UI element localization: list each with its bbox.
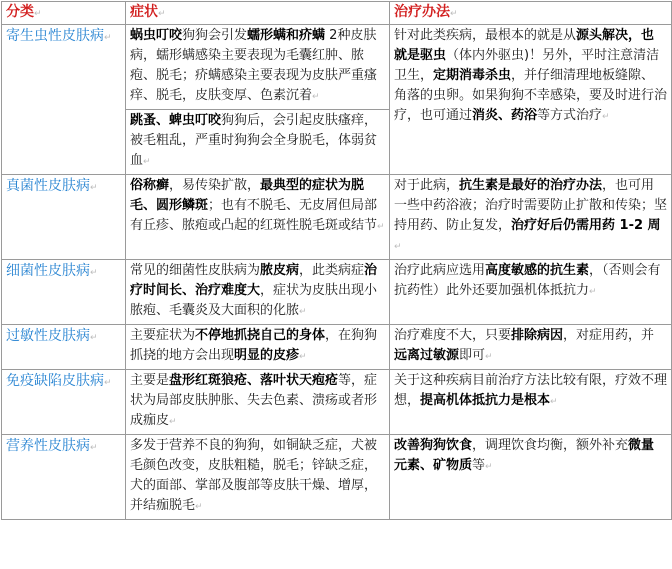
emphasized-text: 消炎、药浴 bbox=[472, 108, 538, 123]
treatment-cell bbox=[390, 25, 672, 175]
category-cell: 细菌性皮肤病↵ bbox=[2, 260, 126, 325]
emphasized-text: 俗称癣 bbox=[130, 178, 170, 193]
cell-text: 常见的细菌性皮肤病为 bbox=[130, 263, 261, 278]
emphasized-text: 微量元素、矿物质 bbox=[394, 438, 655, 473]
paragraph-mark-icon: ↵ bbox=[169, 417, 177, 427]
cell-text: ，调理饮食均衡，额外补充 bbox=[472, 438, 629, 453]
emphasized-text: 脓皮病 bbox=[260, 263, 300, 278]
paragraph-mark-icon: ↵ bbox=[195, 502, 203, 512]
cell-text: ，易传染扩散， bbox=[169, 178, 261, 193]
table-row bbox=[2, 325, 672, 370]
symptom-cell bbox=[126, 110, 390, 175]
cell-text: 等方式治疗 bbox=[537, 108, 603, 123]
category-cell: 真菌性皮肤病↵ bbox=[2, 175, 126, 260]
symptom-cell bbox=[126, 25, 390, 110]
emphasized-text: 抗生素是最好的治疗办法 bbox=[459, 178, 603, 193]
category-cell: 免疫缺陷皮肤病↵ bbox=[2, 370, 126, 435]
cell-text: （体内外驱虫)！另外，平时注意清洁卫生， bbox=[394, 48, 660, 83]
cell-text: 主要是 bbox=[130, 373, 170, 388]
emphasized-text: 改善狗狗饮食 bbox=[394, 438, 473, 453]
cell-text: 关于这种疾病目前治疗方法比较有限，疗效不理想， bbox=[394, 373, 668, 408]
emphasized-text: 最典型的症状为脱毛、圆形鳞斑 bbox=[130, 178, 365, 213]
cell-text: ，此类病症 bbox=[299, 263, 365, 278]
paragraph-mark-icon: ↵ bbox=[550, 397, 558, 407]
treatment-cell bbox=[390, 435, 672, 520]
table-row bbox=[2, 25, 672, 110]
paragraph-mark-icon: ↵ bbox=[299, 352, 307, 362]
symptom-cell bbox=[126, 435, 390, 520]
symptom-cell bbox=[126, 175, 390, 260]
cell-text: ，在狗狗抓挠的地方会出现 bbox=[130, 328, 378, 363]
emphasized-text: 蜗虫叮咬 bbox=[130, 28, 183, 43]
cell-text: ，也可用一些中药浴液；治疗时需要防止扩散和传染；坚持用药、防止复发， bbox=[394, 178, 668, 233]
cell-text: 狗狗会引发 bbox=[182, 28, 248, 43]
emphasized-text: 不停地抓挠自己的身体 bbox=[195, 328, 326, 343]
table-row bbox=[2, 175, 672, 260]
symptom-cell bbox=[126, 260, 390, 325]
paragraph-mark-icon: ↵ bbox=[485, 462, 493, 472]
table-row bbox=[2, 260, 672, 325]
category-cell: 营养性皮肤病↵ bbox=[2, 435, 126, 520]
symptom-cell bbox=[126, 325, 390, 370]
emphasized-text: 定期消毒杀虫 bbox=[433, 68, 512, 83]
cell-text: ，（否则会有抗药性）此外还要加强机体抵抗力 bbox=[394, 263, 661, 298]
cell-text: 治疗难度不大，只要 bbox=[394, 328, 512, 343]
emphasized-text: 盘形红斑狼疮、落叶状天疱疮 bbox=[169, 373, 339, 388]
category-cell: 过敏性皮肤病↵ bbox=[2, 325, 126, 370]
paragraph-mark-icon: ↵ bbox=[589, 287, 597, 297]
cell-text: 针对此类疾病，最根本的就是从 bbox=[394, 28, 577, 43]
treatment-cell bbox=[390, 325, 672, 370]
cell-text: ；也有不脱毛、无皮屑但局部有丘疹、脓疱或凸起的红斑性脱毛斑或结节 bbox=[130, 198, 378, 233]
paragraph-mark-icon: ↵ bbox=[299, 307, 307, 317]
cell-text: 对于此病， bbox=[394, 178, 460, 193]
paragraph-mark-icon: ↵ bbox=[377, 222, 385, 232]
header-treatment: 治疗办法↵ bbox=[390, 2, 672, 25]
skin-disease-table bbox=[1, 1, 672, 520]
emphasized-text: 高度敏感的抗生素 bbox=[485, 263, 590, 278]
table-header-row bbox=[2, 2, 672, 25]
emphasized-text: 明显的皮疹 bbox=[234, 348, 300, 363]
emphasized-text: 治疗时间长、治疗难度大 bbox=[130, 263, 378, 298]
table-row bbox=[2, 370, 672, 435]
header-category: 分类↵ bbox=[2, 2, 126, 25]
cell-text: ，对症用药，并 bbox=[563, 328, 655, 343]
paragraph-mark-icon: ↵ bbox=[312, 92, 320, 102]
cell-text: 狗狗后，会引起皮肤瘙痒，被毛粗乱，严重时狗狗会全身脱毛，体弱贫血 bbox=[130, 113, 378, 168]
cell-text: 等 bbox=[472, 458, 486, 473]
treatment-cell bbox=[390, 175, 672, 260]
emphasized-text: 跳蚤、蜱虫叮咬 bbox=[130, 113, 222, 128]
symptom-cell bbox=[126, 370, 390, 435]
paragraph-mark-icon: ↵ bbox=[602, 112, 610, 122]
category-cell: 寄生虫性皮肤病↵ bbox=[2, 25, 126, 175]
emphasized-text: 远离过敏源 bbox=[394, 348, 460, 363]
cell-text: 即可 bbox=[459, 348, 486, 363]
emphasized-text: 排除病因 bbox=[511, 328, 564, 343]
emphasized-text: 治疗好后仍需用药 1-2 周 bbox=[511, 218, 661, 233]
table-row bbox=[2, 435, 672, 520]
paragraph-mark-icon: ↵ bbox=[394, 242, 402, 252]
header-symptoms: 症状↵ bbox=[126, 2, 390, 25]
treatment-cell bbox=[390, 260, 672, 325]
cell-text: 等，症状为局部皮肤肿胀、失去色素、溃疡或者形成痂皮 bbox=[130, 373, 378, 428]
treatment-cell bbox=[390, 370, 672, 435]
cell-text: 多发于营养不良的狗狗，如铜缺乏症，犬被毛颜色改变，皮肤粗糙，脱毛；锌缺乏症，犬的面部、掌部及腹部等皮肤干燥、增厚，并结痂脱毛 bbox=[130, 438, 378, 513]
paragraph-mark-icon: ↵ bbox=[485, 352, 493, 362]
cell-text: 治疗此病应选用 bbox=[394, 263, 486, 278]
emphasized-text: 蠕形螨和疥螨 bbox=[247, 28, 326, 43]
emphasized-text: 源头解决，也就是驱虫 bbox=[394, 28, 655, 63]
cell-text: 主要症状为 bbox=[130, 328, 196, 343]
paragraph-mark-icon: ↵ bbox=[143, 157, 151, 167]
cell-text: ，并仔细清理地板缝隙、角落的虫卵。如果狗狗不幸感染，要及时进行治疗，也可通过 bbox=[394, 68, 668, 123]
cell-text: 2种皮肤病，蠕形螨感染主要表现为毛囊红肿、脓疱、脱毛；疥螨感染主要表现为皮肤严重瘙痒、脱毛，皮肤变厚、色素沉着 bbox=[130, 28, 378, 103]
cell-text: ，症状为皮肤出现小脓疱、毛囊炎及大面积的化脓 bbox=[130, 283, 378, 318]
emphasized-text: 提高机体抵抗力是根本 bbox=[420, 393, 551, 408]
